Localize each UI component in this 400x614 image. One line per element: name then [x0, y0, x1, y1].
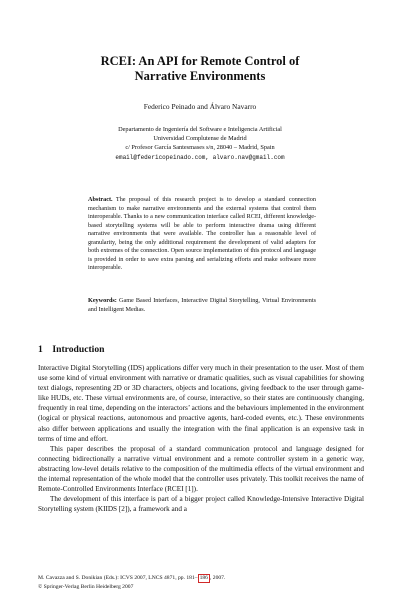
footer-citation — [38, 574, 368, 583]
page-number-highlight: 186 — [199, 575, 208, 581]
footer-copyright: © Springer-Verlag Berlin Heidelberg 2007 — [38, 584, 134, 590]
footer-citation-suffix: , 2007. — [209, 575, 226, 581]
paper-title — [0, 54, 400, 84]
section-heading — [38, 344, 368, 355]
abstract-label: Abstract. — [88, 196, 113, 203]
affiliation-address: c/ Profesor García Santesmases s/n, 28040 – Madrid, Spain — [125, 144, 275, 152]
affiliation — [0, 125, 400, 162]
affiliation-department: Departamento de Ingeniería del Software e Inteligencia Artificial — [118, 126, 282, 133]
paragraph-1: Interactive Digital Storytelling (IDS) applications differ very much in their presentation to the user. Most of them use some kind of virtual environment with narrative or dramatic qualities, such as visual capabilities for showing text dialogs, representing 2D or 3D characters, objects and locations, giving feedback to the user through game-like HUDs, etc. These virtual environments are, of course, interactive, so their states are continuously changing, frequently in real time, depending on the interactors’ actions and the behaviours implemented in the environment (logical or physical reactions, autonomous and proactive agents, hard-coded events, etc.). These environments also differ between applications and usually the integration with the final application is an expensive task in terms of time and effort. — [38, 364, 364, 443]
affiliation-emails: email@federicopeinado.com, alvaro.nav@gmail.com — [115, 153, 285, 161]
section-number: 1 — [38, 344, 43, 355]
body-text — [38, 363, 364, 514]
section-title: Introduction — [52, 344, 105, 355]
keywords-label: Keywords: — [88, 297, 117, 304]
abstract — [88, 196, 316, 273]
keywords-text: Game Based Interfaces, Interactive Digital Storytelling, Virtual Environments and Intelligent Medias. — [88, 297, 316, 313]
authors: Federico Peinado and Álvaro Navarro — [143, 102, 257, 111]
keywords — [88, 297, 316, 314]
abstract-text: The proposal of this research project is to develop a standard connection mechanism to make narrative environments and the external systems that control them interoperable. Thanks to a new communication interface called RCEI, different knowledge-based storytelling systems will be able to perform interactive drama using different narrative environments that were available. The controller has a reasonable level of granularity, being the only additional requirement the development of valid adapters for both extremes of the connection. Open source implementation of this protocol and language is provided in order to save extra parsing and serializing efforts and make software more interoperable. — [88, 196, 316, 271]
affiliation-university: Universidad Complutense de Madrid — [153, 135, 247, 143]
title-line-2: Narrative Environments — [134, 69, 266, 83]
footer — [38, 574, 368, 592]
title-line-1: RCEI: An API for Remote Control of — [100, 54, 300, 68]
footer-citation-prefix: M. Cavazza and S. Donikian (Eds.): ICVS 2007, LNCS 4871, pp. 181– — [38, 575, 198, 581]
paragraph-2: This paper describes the proposal of a standard communication protocol and language designed for connecting bidirectionally a narrative virtual environment and a remote controller system in a generic way, abstracting low-level details relative to the composition of the multimedia effects of the virtual environment and the internal representation of the whole model that the controller uses privately. This toolkit receives the name of Remote-Controlled Environments Interface (RCEI [1]). — [38, 444, 364, 494]
paragraph-3: The development of this interface is part of a bigger project called Knowledge-Intensive Interactive Digital Storytelling system (KIIDS [2]), a framework and a — [38, 495, 364, 514]
